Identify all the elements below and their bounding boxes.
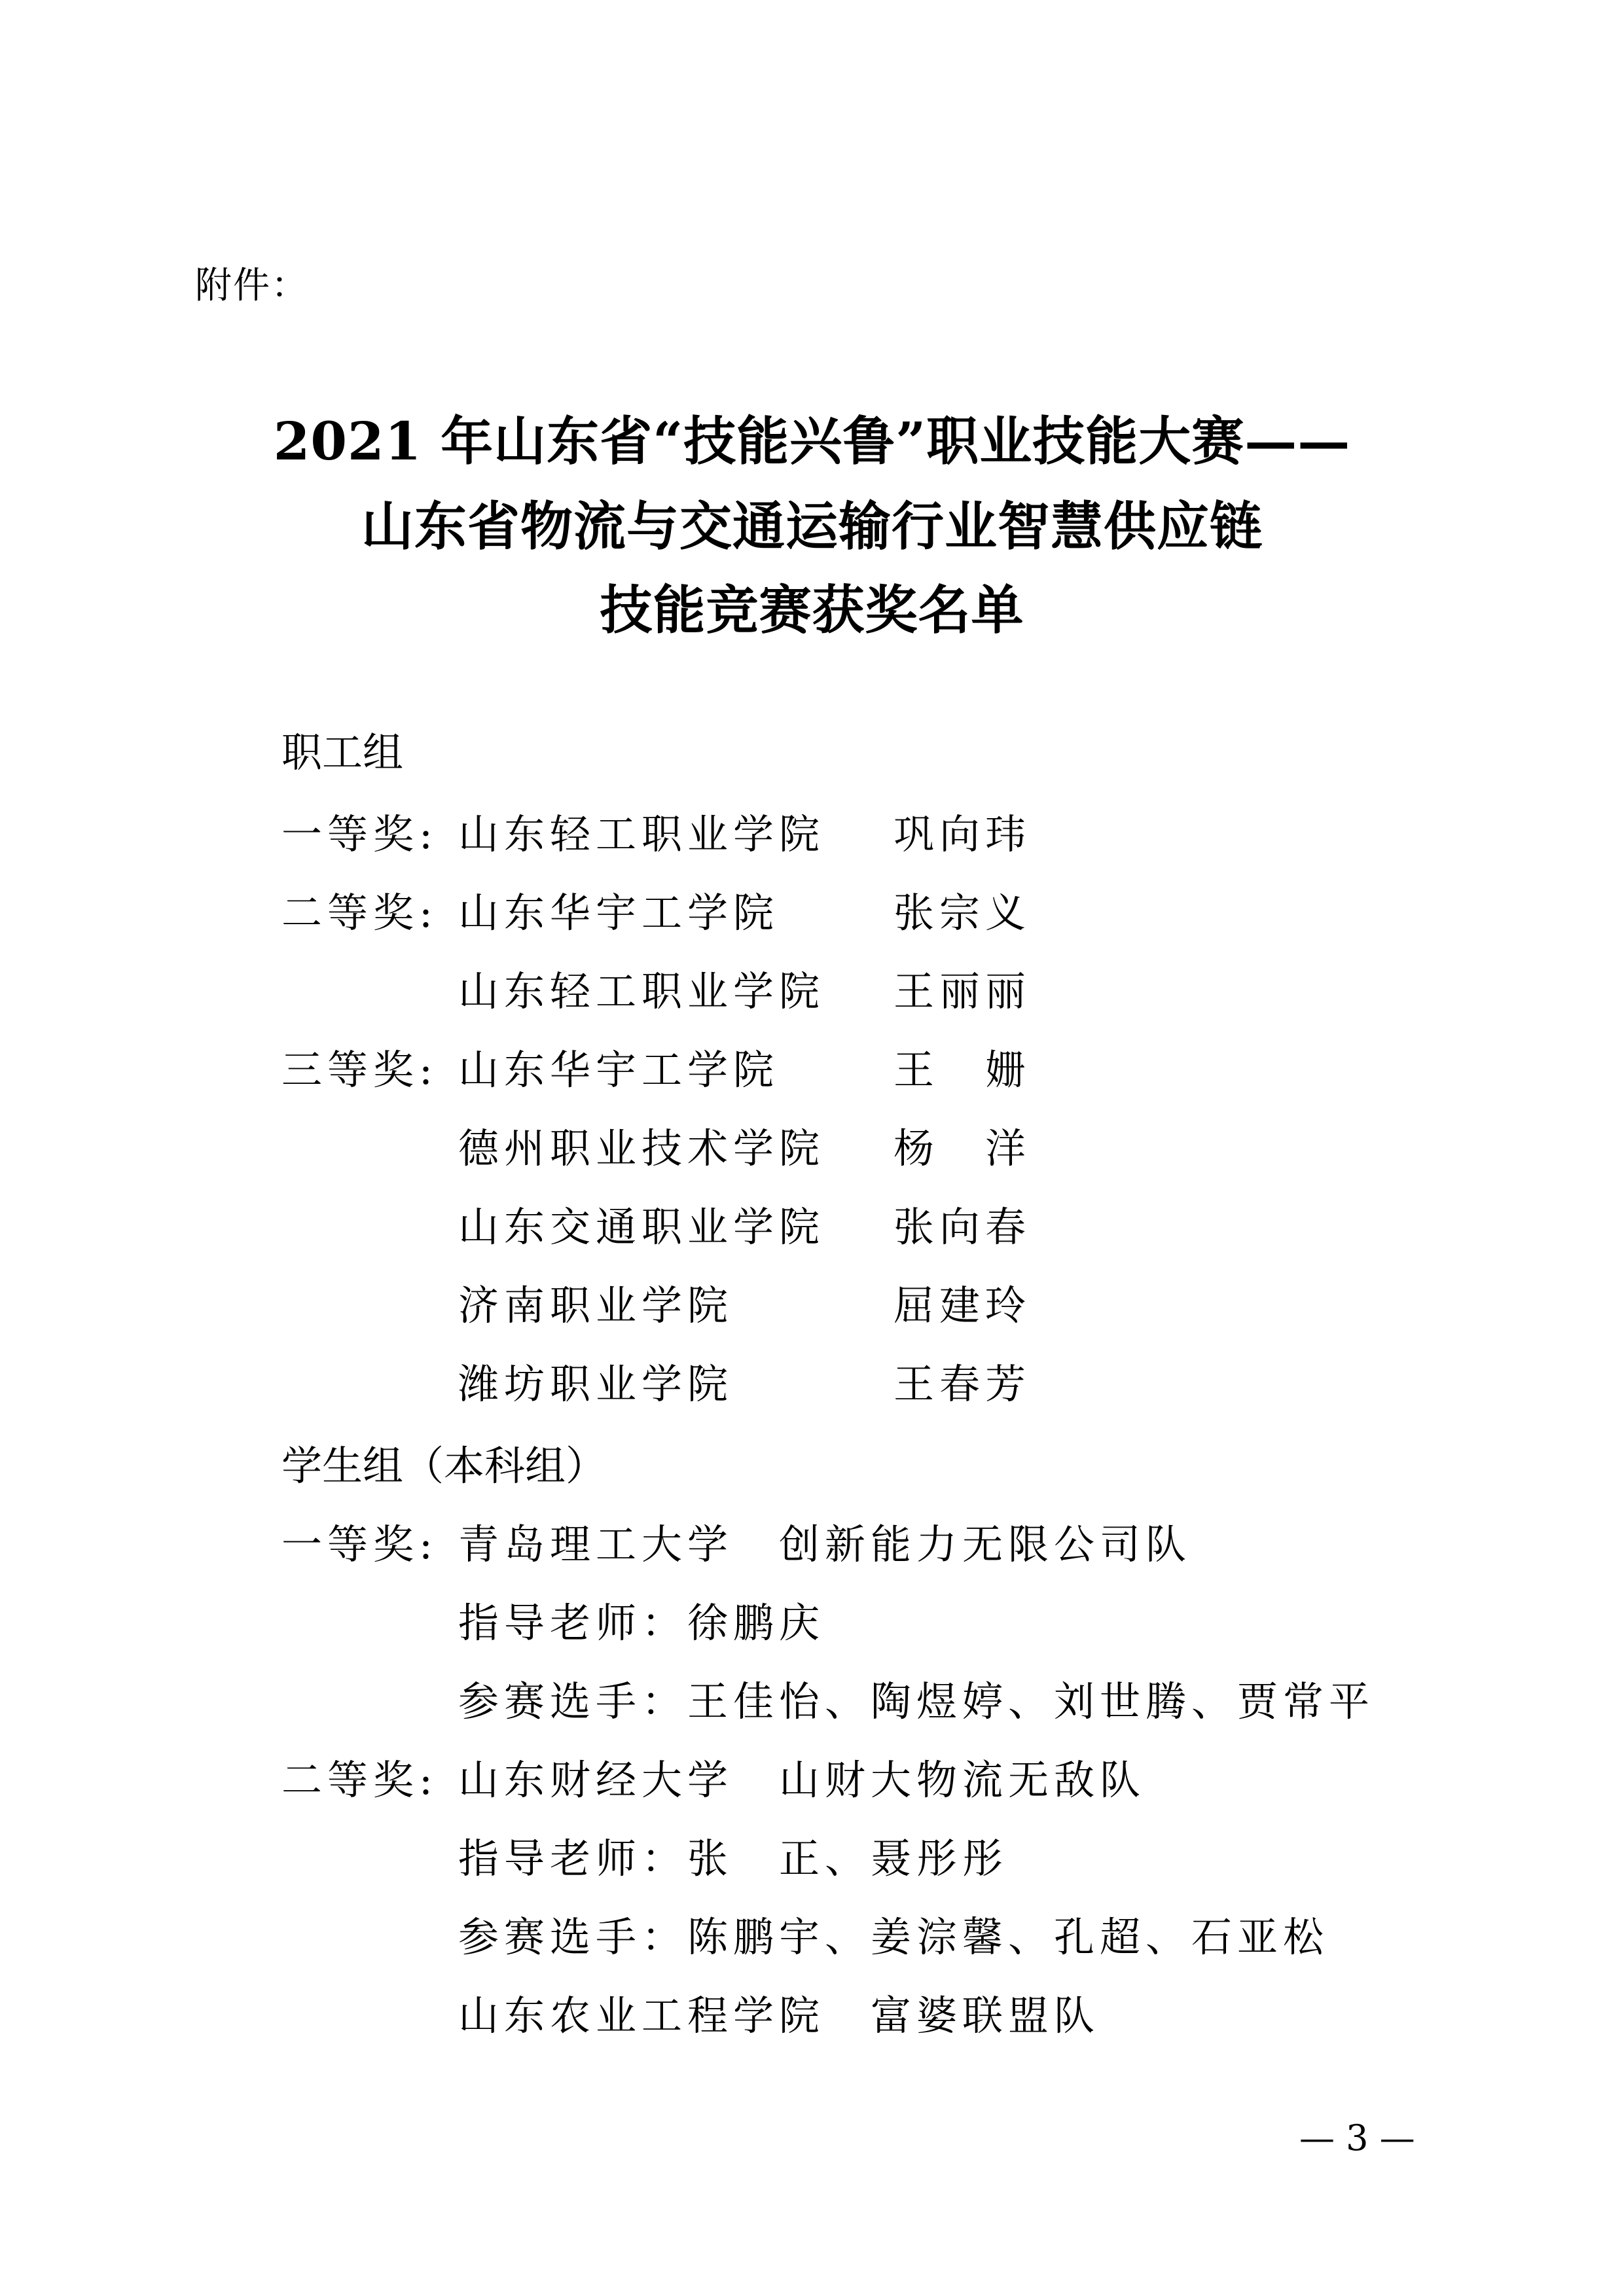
- student-award-row: [281, 1983, 1525, 2042]
- award-detail: 指导老师：徐鹏庆: [458, 1599, 825, 1647]
- award-detail: 山东财经大学 山财大物流无敌队: [458, 1756, 1146, 1804]
- title-line-2: 山东省物流与交通运输行业智慧供应链: [361, 495, 1263, 557]
- award-detail: 指导老师：张 正、聂彤彤: [458, 1835, 1009, 1882]
- staff-group-heading: 职工组: [281, 728, 404, 776]
- student-award-row: [281, 1590, 1525, 1649]
- prize-label: 三等奖:: [281, 1046, 438, 1094]
- winner-name: 张向春: [893, 1203, 1032, 1251]
- student-group-heading: 学生组（本科组）: [281, 1442, 607, 1490]
- winner-name: 张宗义: [893, 889, 1032, 937]
- prize-label: 一等奖:: [281, 1520, 438, 1568]
- staff-award-row: [281, 802, 1525, 861]
- prize-label: 二等奖:: [281, 889, 438, 937]
- award-detail: 参赛选手：陈鹏宇、姜淙馨、孔超、石亚松: [458, 1913, 1329, 1961]
- organization: 德州职业技术学院: [458, 1124, 825, 1172]
- organization: 山东轻工职业学院: [458, 810, 825, 858]
- organization: 山东轻工职业学院: [458, 967, 825, 1015]
- winner-name: 杨 洋: [893, 1124, 1032, 1172]
- organization: 山东华宇工学院: [458, 889, 780, 937]
- staff-award-row: [281, 1037, 1525, 1096]
- page-number: — 3 —: [1299, 2117, 1415, 2159]
- award-detail: 山东农业工程学院 富婆联盟队: [458, 1992, 1100, 2039]
- staff-award-row: [281, 959, 1525, 1018]
- award-detail: 青岛理工大学 创新能力无限公司队: [458, 1520, 1192, 1568]
- student-award-row: [281, 1512, 1525, 1571]
- title-line-1: 2021 年山东省“技能兴鲁”职业技能大赛——: [273, 410, 1351, 472]
- winner-name: 王春芳: [893, 1360, 1032, 1408]
- student-award-row: [281, 1669, 1525, 1728]
- organization: 济南职业学院: [458, 1282, 734, 1329]
- title-line-3: 技能竞赛获奖名单: [600, 579, 1024, 641]
- student-award-row: [281, 1826, 1525, 1885]
- organization: 山东交通职业学院: [458, 1203, 825, 1251]
- staff-award-row: [281, 1352, 1525, 1410]
- staff-award-row: [281, 1194, 1525, 1253]
- organization: 山东华宇工学院: [458, 1046, 780, 1094]
- winner-name: 巩向玮: [893, 810, 1032, 858]
- attachment-label: 附件：: [195, 264, 309, 307]
- winner-name: 王 姗: [893, 1046, 1032, 1094]
- winner-name: 屈建玲: [893, 1282, 1032, 1329]
- staff-award-row: [281, 880, 1525, 939]
- student-award-row: [281, 1905, 1525, 1964]
- organization: 潍坊职业学院: [458, 1360, 734, 1408]
- staff-award-row: [281, 1273, 1525, 1332]
- award-detail: 参赛选手：王佳怡、陶煜婷、刘世腾、贾常平: [458, 1677, 1375, 1725]
- prize-label: 一等奖:: [281, 810, 438, 858]
- student-award-row: [281, 1748, 1525, 1806]
- staff-award-row: [281, 1116, 1525, 1175]
- winner-name: 王丽丽: [893, 967, 1032, 1015]
- prize-label: 二等奖:: [281, 1756, 438, 1804]
